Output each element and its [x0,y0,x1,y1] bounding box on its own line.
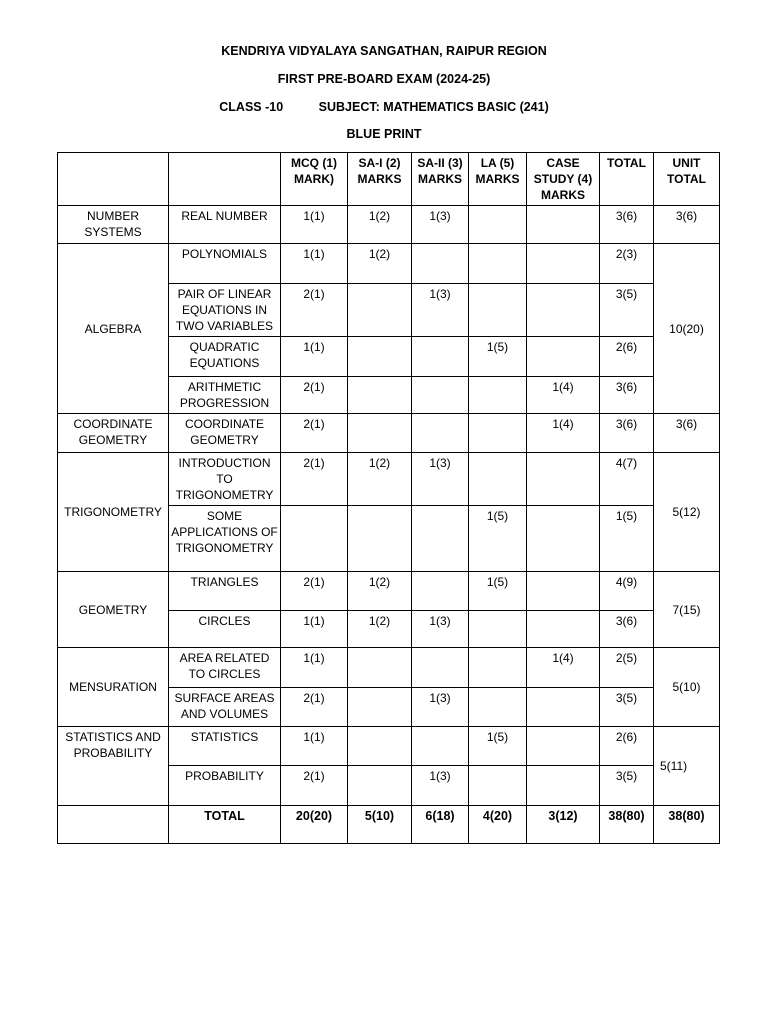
cs-cell [527,688,600,727]
sa2-cell [412,414,469,453]
col-unit-total: UNIT TOTAL [654,153,720,206]
sa2-cell: 1(3) [412,206,469,244]
totals-case-study: 3(12) [527,806,600,844]
cs-cell: 1(4) [527,648,600,688]
blue-print-title: BLUE PRINT [346,127,422,141]
chapter-cell: CIRCLES [169,611,281,648]
table-row [58,648,720,688]
table-row [58,244,720,284]
totals-la: 4(20) [469,806,527,844]
la-cell: 1(5) [469,337,527,377]
col-la: LA (5) MARKS [469,153,527,206]
sa1-cell [348,414,412,453]
mcq-cell: 2(1) [281,453,348,506]
unit-total-statistics-probability: 5(11) [654,727,720,806]
chapter-cell: REAL NUMBER [169,206,281,244]
mcq-cell: 1(1) [281,727,348,766]
chapter-cell: STATISTICS [169,727,281,766]
sa1-cell: 1(2) [348,611,412,648]
la-cell [469,244,527,284]
chapter-cell: PAIR OF LINEAR EQUATIONS IN TWO VARIABLES [169,284,281,337]
chapter-header-cell [169,153,281,206]
total-cell: 2(6) [600,337,654,377]
table-row [58,572,720,611]
la-cell [469,688,527,727]
col-case-study: CASE STUDY (4) MARKS [527,153,600,206]
sa1-cell [348,766,412,806]
chapter-cell: QUADRATIC EQUATIONS [169,337,281,377]
total-cell: 4(7) [600,453,654,506]
totals-sa1: 5(10) [348,806,412,844]
la-cell [469,284,527,337]
unit-total-algebra: 10(20) [654,244,720,414]
la-cell: 1(5) [469,727,527,766]
unit-total-number-systems: 3(6) [654,206,720,244]
cs-cell [527,572,600,611]
sa2-cell: 1(3) [412,688,469,727]
sa2-cell [412,572,469,611]
sa1-cell: 1(2) [348,572,412,611]
cs-cell [527,206,600,244]
totals-sa2: 6(18) [412,806,469,844]
sa2-cell [412,727,469,766]
mcq-cell: 2(1) [281,377,348,414]
subject-label: SUBJECT: MATHEMATICS BASIC (241) [318,100,549,114]
totals-label: TOTAL [169,806,281,844]
sa2-cell [412,377,469,414]
total-cell: 4(9) [600,572,654,611]
cs-cell: 1(4) [527,377,600,414]
totals-unit-total: 38(80) [654,806,720,844]
blue-print-table [57,152,720,844]
la-cell [469,611,527,648]
total-cell: 2(3) [600,244,654,284]
chapter-cell: PROBABILITY [169,766,281,806]
total-cell: 3(5) [600,284,654,337]
sa2-cell [412,648,469,688]
class-label: CLASS -10 [219,100,284,114]
totals-row [58,806,720,844]
cs-cell [527,766,600,806]
la-cell [469,377,527,414]
sa1-cell [348,727,412,766]
mcq-cell: 2(1) [281,688,348,727]
cs-cell [527,611,600,648]
totals-mcq: 20(20) [281,806,348,844]
col-mcq: MCQ (1) MARK) [281,153,348,206]
sa2-cell: 1(3) [412,611,469,648]
mcq-cell: 1(1) [281,611,348,648]
cs-cell [527,244,600,284]
chapter-cell: TRIANGLES [169,572,281,611]
sa1-cell [348,284,412,337]
unit-header-cell [58,153,169,206]
sa2-cell: 1(3) [412,284,469,337]
chapter-cell: ARITHMETIC PROGRESSION [169,377,281,414]
cs-cell [527,337,600,377]
cs-cell [527,453,600,506]
mcq-cell: 1(1) [281,337,348,377]
chapter-cell: COORDINATE GEOMETRY [169,414,281,453]
total-cell: 3(6) [600,611,654,648]
unit-statistics-probability: STATISTICS AND PROBABILITY [58,727,169,806]
unit-mensuration: MENSURATION [58,648,169,727]
total-cell: 3(6) [600,414,654,453]
total-cell: 2(5) [600,648,654,688]
cs-cell [527,727,600,766]
table-row [58,727,720,766]
unit-geometry: GEOMETRY [58,572,169,648]
mcq-cell [281,506,348,572]
la-cell [469,414,527,453]
total-cell: 3(5) [600,688,654,727]
la-cell [469,766,527,806]
school-title: KENDRIYA VIDYALAYA SANGATHAN, RAIPUR REGION [221,44,547,58]
sa1-cell: 1(2) [348,244,412,284]
chapter-cell: AREA RELATED TO CIRCLES [169,648,281,688]
sa1-cell [348,337,412,377]
cs-cell [527,284,600,337]
cs-cell [527,506,600,572]
table-row [58,453,720,506]
sa1-cell: 1(2) [348,453,412,506]
sa2-cell [412,337,469,377]
unit-algebra: ALGEBRA [58,244,169,414]
sa2-cell: 1(3) [412,453,469,506]
sa1-cell [348,648,412,688]
unit-total-mensuration: 5(10) [654,648,720,727]
mcq-cell: 2(1) [281,572,348,611]
unit-coordinate-geometry: COORDINATE GEOMETRY [58,414,169,453]
col-total: TOTAL [600,153,654,206]
mcq-cell: 2(1) [281,766,348,806]
col-sa1: SA-I (2) MARKS [348,153,412,206]
header-row [58,153,720,206]
total-cell: 1(5) [600,506,654,572]
sa1-cell: 1(2) [348,206,412,244]
la-cell: 1(5) [469,506,527,572]
mcq-cell: 1(1) [281,206,348,244]
mcq-cell: 1(1) [281,244,348,284]
la-cell [469,453,527,506]
totals-empty-cell [58,806,169,844]
chapter-cell: SURFACE AREAS AND VOLUMES [169,688,281,727]
table-row [58,206,720,244]
sa2-cell [412,506,469,572]
sa2-cell: 1(3) [412,766,469,806]
total-cell: 3(6) [600,377,654,414]
mcq-cell: 2(1) [281,414,348,453]
sa1-cell [348,506,412,572]
unit-total-coordinate-geometry: 3(6) [654,414,720,453]
unit-total-trigonometry: 5(12) [654,453,720,572]
exam-title: FIRST PRE-BOARD EXAM (2024-25) [277,72,491,86]
chapter-cell: POLYNOMIALS [169,244,281,284]
la-cell [469,206,527,244]
sa2-cell [412,244,469,284]
sa1-cell [348,377,412,414]
sa1-cell [348,688,412,727]
cs-cell: 1(4) [527,414,600,453]
la-cell [469,648,527,688]
unit-number-systems: NUMBER SYSTEMS [58,206,169,244]
unit-total-geometry: 7(15) [654,572,720,648]
total-cell: 2(6) [600,727,654,766]
chapter-cell: INTRODUCTION TO TRIGONOMETRY [169,453,281,506]
table-row [58,414,720,453]
chapter-cell: SOME APPLICATIONS OF TRIGONOMETRY [169,506,281,572]
totals-total: 38(80) [600,806,654,844]
mcq-cell: 1(1) [281,648,348,688]
unit-trigonometry: TRIGONOMETRY [58,453,169,572]
la-cell: 1(5) [469,572,527,611]
mcq-cell: 2(1) [281,284,348,337]
total-cell: 3(6) [600,206,654,244]
class-subject-line [0,100,768,114]
total-cell: 3(5) [600,766,654,806]
col-sa2: SA-II (3) MARKS [412,153,469,206]
